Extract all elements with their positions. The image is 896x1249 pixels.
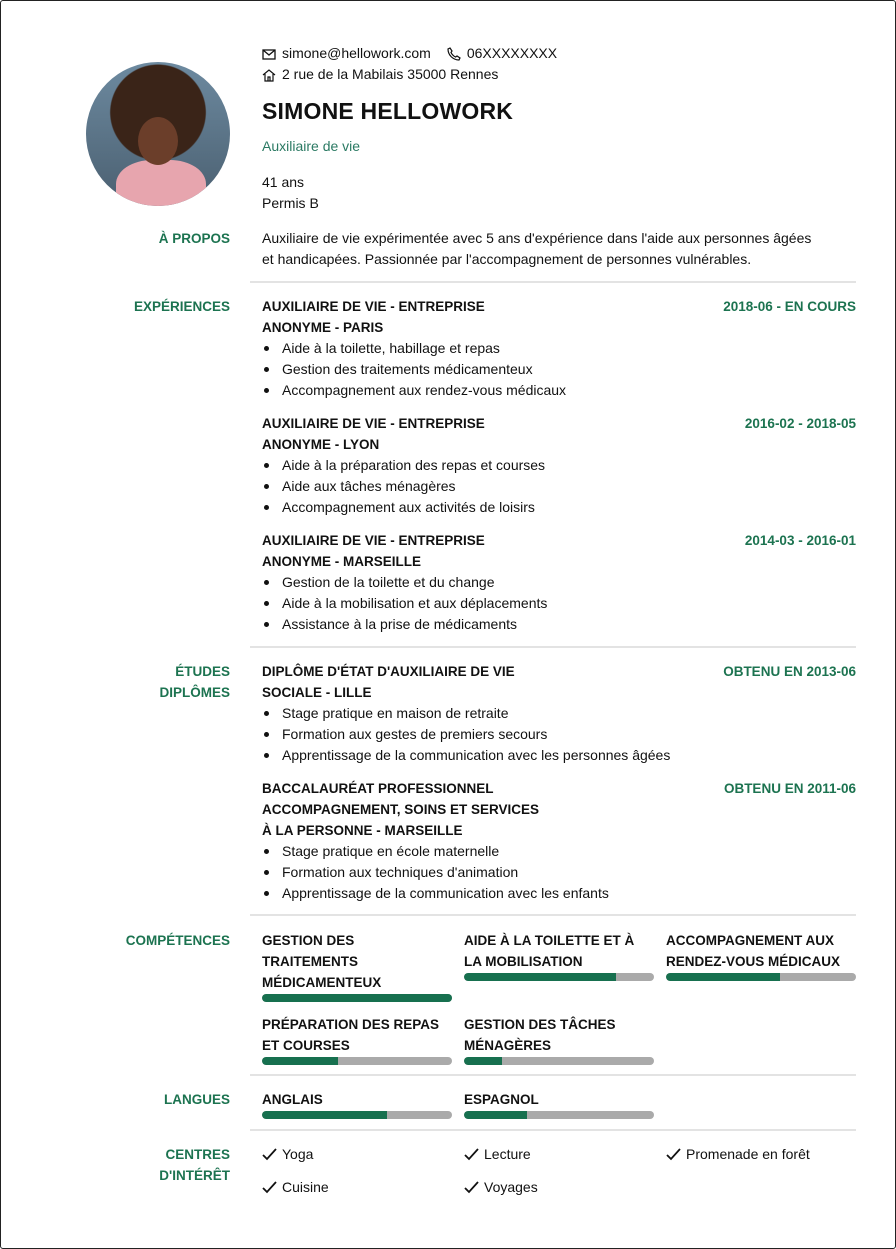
entry-title: ANONYME - LYON — [262, 437, 380, 452]
entry — [262, 413, 856, 518]
entry-title: ANONYME - PARIS — [262, 320, 384, 335]
level-bar — [464, 973, 654, 981]
section-label: CENTRES D'INTÉRÊT — [159, 1147, 230, 1183]
address: 2 rue de la Mabilais 35000 Rennes — [282, 66, 499, 82]
bullet-item: Gestion des traitements médicamenteux — [262, 359, 856, 380]
mail-icon — [262, 47, 276, 61]
interest-label: Promenade en forêt — [686, 1146, 810, 1162]
email: simone@hellowork.com — [282, 45, 431, 61]
interest-item — [262, 1144, 452, 1165]
bullet-item: Accompagnement aux rendez-vous médicaux — [262, 380, 856, 401]
bullet-item: Formation aux techniques d'animation — [262, 862, 856, 883]
bullet-item: Formation aux gestes de premiers secours — [262, 724, 856, 745]
entry-title: À LA PERSONNE - MARSEILLE — [262, 823, 463, 838]
entry — [262, 778, 856, 904]
level-bar — [464, 1111, 654, 1119]
skill-name: ACCOMPAGNEMENT AUX RENDEZ-VOUS MÉDICAUX — [666, 933, 841, 969]
bullet-item: Apprentissage de la communication avec les personnes âgées — [262, 745, 856, 766]
phone: 06XXXXXXXX — [466, 45, 558, 61]
skill-item — [262, 930, 452, 1002]
bullet-item: Aide à la préparation des repas et courses — [262, 455, 856, 476]
driving-license: Permis B — [262, 195, 319, 211]
level-fill — [464, 1111, 527, 1119]
skill-item — [666, 930, 856, 1002]
entry — [262, 661, 856, 766]
skill-item — [464, 1014, 654, 1065]
divider — [250, 1129, 856, 1131]
entry-title: AUXILIAIRE DE VIE - ENTREPRISE — [262, 299, 485, 314]
entry-date: 2016-02 - 2018-05 — [744, 416, 856, 431]
skill-name: ANGLAIS — [262, 1092, 323, 1107]
skill-item — [262, 1014, 452, 1065]
phone-icon — [447, 47, 461, 61]
skill-name: PRÉPARATION DES REPAS ET COURSES — [262, 1017, 440, 1053]
profile-photo — [86, 62, 230, 206]
level-bar — [464, 1057, 654, 1065]
entry-title: ANONYME - MARSEILLE — [262, 554, 422, 569]
entry — [262, 296, 856, 401]
level-fill — [262, 1111, 387, 1119]
bullet-item: Stage pratique en école maternelle — [262, 841, 856, 862]
level-fill — [666, 973, 780, 981]
skill-name: ESPAGNOL — [464, 1092, 539, 1107]
divider — [250, 1074, 856, 1076]
bullet-item: Aide à la toilette, habillage et repas — [262, 338, 856, 359]
entry-title: BACCALAURÉAT PROFESSIONNEL — [262, 781, 494, 796]
entry-title: AUXILIAIRE DE VIE - ENTREPRISE — [262, 416, 485, 431]
bullet-item: Aide aux tâches ménagères — [262, 476, 856, 497]
job-title: Auxiliaire de vie — [262, 138, 361, 154]
interest-label: Yoga — [282, 1146, 314, 1162]
check-icon — [262, 1181, 277, 1194]
level-fill — [464, 973, 616, 981]
level-bar — [262, 994, 452, 1002]
entry-date: 2014-03 - 2016-01 — [744, 533, 856, 548]
entry-title: SOCIALE - LILLE — [262, 685, 372, 700]
interest-label: Cuisine — [282, 1179, 329, 1195]
skill-item — [464, 1089, 654, 1119]
section-label: COMPÉTENCES — [125, 933, 230, 948]
check-icon — [464, 1148, 479, 1161]
check-icon — [262, 1148, 277, 1161]
level-bar — [262, 1057, 452, 1065]
age: 41 ans — [262, 174, 305, 190]
entry-date: OBTENU EN 2011-06 — [723, 781, 856, 796]
level-fill — [262, 994, 452, 1002]
interest-item — [464, 1177, 654, 1198]
home-icon — [262, 68, 276, 82]
skill-name: GESTION DES TRAITEMENTS MÉDICAMENTEUX — [262, 933, 382, 990]
level-fill — [262, 1057, 338, 1065]
skill-item — [262, 1089, 452, 1119]
section-label: EXPÉRIENCES — [133, 299, 230, 314]
divider — [250, 914, 856, 916]
check-icon — [464, 1181, 479, 1194]
about-text: et handicapées. Passionnée par l'accompagnement de personnes vulnérables. — [262, 251, 752, 267]
skill-name: AIDE À LA TOILETTE ET À LA MOBILISATION — [464, 933, 635, 969]
skill-item — [464, 930, 654, 1002]
entry-date: OBTENU EN 2013-06 — [723, 664, 856, 679]
entry-date: 2018-06 - EN COURS — [723, 299, 856, 314]
bullet-item: Stage pratique en maison de retraite — [262, 703, 856, 724]
bullet-item: Assistance à la prise de médicaments — [262, 614, 856, 635]
header — [262, 43, 557, 214]
interest-item — [464, 1144, 654, 1165]
interest-item — [666, 1144, 856, 1165]
about-text: Auxiliaire de vie expérimentée avec 5 ans d'expérience dans l'aide aux personnes âgées — [262, 230, 812, 246]
check-icon — [666, 1148, 681, 1161]
divider — [250, 281, 856, 283]
divider — [250, 646, 856, 648]
section-label: ÉTUDES DIPLÔMES — [159, 664, 230, 700]
entry-title: AUXILIAIRE DE VIE - ENTREPRISE — [262, 533, 485, 548]
entry-title: ACCOMPAGNEMENT, SOINS ET SERVICES — [262, 802, 540, 817]
bullet-item: Apprentissage de la communication avec les enfants — [262, 883, 856, 904]
skill-name: GESTION DES TÂCHES MÉNAGÈRES — [464, 1017, 616, 1053]
level-bar — [262, 1111, 452, 1119]
level-bar — [666, 973, 856, 981]
interest-label: Voyages — [484, 1179, 538, 1195]
section-label: LANGUES — [163, 1092, 230, 1107]
interest-label: Lecture — [484, 1146, 531, 1162]
bullet-item: Accompagnement aux activités de loisirs — [262, 497, 856, 518]
entry-title: DIPLÔME D'ÉTAT D'AUXILIAIRE DE VIE — [262, 664, 515, 679]
interest-item — [262, 1177, 452, 1198]
candidate-name: SIMONE HELLOWORK — [262, 98, 514, 124]
level-fill — [464, 1057, 502, 1065]
bullet-item: Aide à la mobilisation et aux déplacements — [262, 593, 856, 614]
bullet-item: Gestion de la toilette et du change — [262, 572, 856, 593]
section-label: À PROPOS — [158, 231, 230, 246]
entry — [262, 530, 856, 635]
